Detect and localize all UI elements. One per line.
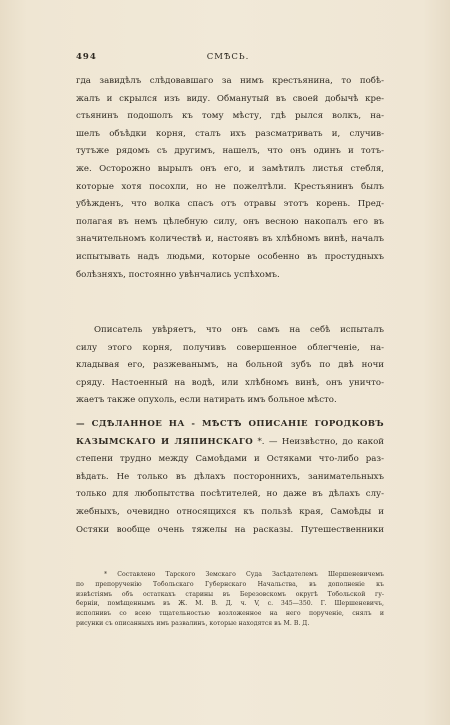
footnote-line: берніи, помѣщеннымъ въ Ж. М. В. Д. ч. V, с. 345—350. Г. Шершеневичъ,: [76, 600, 384, 608]
text-line: значительномъ количествѣ и, настоявъ въ хлѣбномъ винѣ, началъ: [76, 234, 384, 245]
text-line: вѣдать. Не только въ дѣлахъ постороннихъ, занимательныхъ: [76, 471, 384, 482]
text-line: полагая въ немъ цѣлебную силу, онъ весною накопалъ его въ: [76, 216, 384, 227]
section-headline-end: КАЗЫМСКАГО И ЛЯПИНСКАГО: [76, 436, 254, 447]
text-line: убѣжденъ, что волка спасъ отъ отравы этотъ корень. Пред-: [76, 199, 384, 210]
text-line: жаетъ также опухоль, если натирать имъ больное мѣсто.: [76, 395, 337, 406]
text-line: сряду. Настоенный на водѣ, или хлѣбномъ винѣ, онъ уничто-: [76, 377, 384, 388]
text-line: Описатель увѣряетъ, что онъ самъ на себѣ испыталъ: [94, 325, 384, 335]
footnote-line: * Составлено Тарского Земскаго Суда Засѣдателемъ Шершеневичемъ: [104, 571, 384, 578]
paragraph-author-test: [76, 322, 384, 410]
page-number: 494: [76, 52, 97, 62]
text-line: кладывая его, разжеванымъ, на больной зубъ по двѣ ночи: [76, 360, 384, 371]
text-line: испытывать надъ людьми, которые особенно въ простудныхъ: [76, 251, 384, 262]
text-line: степени трудно между Самоѣдами и Остяками что-либо раз-: [76, 454, 384, 465]
text-line: шелъ объѣдки корня, сталъ ихъ разсматривать и, случив-: [76, 128, 384, 139]
text-line: болѣзняхъ, постоянно увѣнчались успѣхомъ.: [76, 269, 280, 280]
text-line: стьянинъ подошолъ къ тому мѣсту, гдѣ рылся волкъ, на-: [76, 111, 384, 122]
page-header: [76, 52, 380, 66]
text-line: Остяки вообще очень тяжелы на расказы. Путешественники: [76, 524, 384, 535]
text-line: жалъ и скрылся изъ виду. Обманутый въ своей добычѣ кре-: [76, 93, 384, 104]
footnote-line: извѣстіямъ объ остаткахъ старины въ Березовскомъ округѣ Тобольской гу-: [76, 590, 384, 598]
text-line: которые хотя посохли, но не пожелтѣли. Крестьянинъ былъ: [76, 181, 384, 192]
text-line: же. Осторожно вырылъ онъ его, и замѣтилъ листья стебля,: [76, 163, 384, 174]
text-line: гда завидѣлъ слѣдовавшаго за нимъ крестьянина, то побѣ-: [76, 76, 384, 86]
footnote-line: исполнивъ со всею тщательностью возложенное на него порученіе, снялъ и: [76, 610, 384, 618]
paragraph-wolf-root: [76, 73, 384, 284]
section-headline: — СДѢЛАННОЕ НА - МѢСТѢ ОПИСАНІЕ ГОРОДКОВЪ: [76, 419, 384, 429]
running-head: СМѢСЬ.: [206, 52, 250, 62]
footnote: [76, 570, 384, 629]
footnote-line: по препорученію Тобольскаго Губернскаго Начальства, въ дополненіе къ: [76, 580, 384, 588]
text-line: только для любопытства посѣтителей, но даже въ дѣлахъ слу-: [76, 489, 384, 500]
text-line: жебныхъ, очевидно относящихся къ пользѣ края, Самоѣды и: [76, 506, 384, 517]
text-line: силу этого корня, получивъ совершенное облегченіе, на-: [76, 342, 384, 353]
footnote-line: рисунки съ описанныхъ имъ развалинъ, которые находятся въ М. В. Д.: [76, 619, 310, 627]
text-line: [76, 434, 384, 452]
headline-continuation: *. — Неизвѣстно, до какой: [253, 436, 384, 447]
text-line: тутъже рядомъ съ другимъ, нашелъ, что онъ одинъ и тотъ-: [76, 146, 384, 157]
paragraph-towns-description: [76, 416, 384, 539]
